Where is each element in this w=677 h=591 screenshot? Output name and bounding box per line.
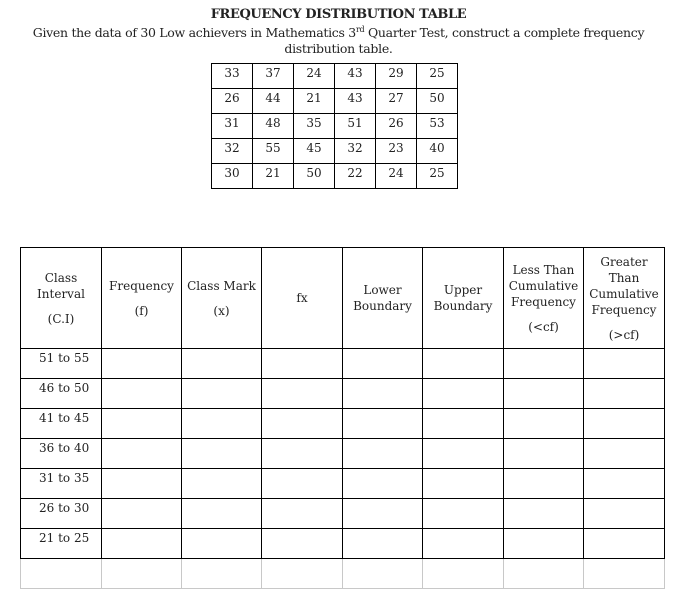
raw-data-cell: 55 xyxy=(253,139,294,164)
blank-answer-cell[interactable] xyxy=(504,409,584,439)
blank-answer-cell[interactable] xyxy=(182,379,262,409)
column-header xyxy=(423,248,504,349)
raw-data-cell: 51 xyxy=(335,114,376,139)
raw-data-cell: 35 xyxy=(294,114,335,139)
blank-answer-cell[interactable] xyxy=(262,529,343,559)
blank-answer-cell[interactable] xyxy=(343,409,423,439)
column-header-label: Frequency xyxy=(109,278,174,293)
blank-answer-cell[interactable] xyxy=(182,529,262,559)
raw-data-cell: 25 xyxy=(417,64,458,89)
column-header-label: Greater Than Cumulative Frequency xyxy=(589,254,659,317)
blank-answer-cell[interactable] xyxy=(584,349,665,379)
table-row xyxy=(21,349,665,379)
blank-answer-cell[interactable] xyxy=(102,499,182,529)
blank-answer-cell[interactable] xyxy=(423,529,504,559)
column-header-label: Class Mark xyxy=(187,278,256,293)
blank-answer-cell[interactable] xyxy=(102,349,182,379)
blank-answer-cell[interactable] xyxy=(182,409,262,439)
blank-answer-cell[interactable] xyxy=(343,439,423,469)
blank-answer-cell[interactable] xyxy=(504,559,584,589)
blank-answer-cell[interactable] xyxy=(423,559,504,589)
blank-answer-cell[interactable] xyxy=(343,559,423,589)
column-header-symbol: (f) xyxy=(134,303,149,318)
raw-data-cell: 26 xyxy=(212,89,253,114)
column-header xyxy=(584,248,665,349)
blank-answer-cell[interactable] xyxy=(343,469,423,499)
raw-data-cell: 48 xyxy=(253,114,294,139)
raw-data-cell: 27 xyxy=(376,89,417,114)
column-header-label: Less Than Cumulative Frequency xyxy=(508,262,579,309)
class-interval-cell: 26 to 30 xyxy=(21,499,102,529)
table-row xyxy=(21,409,665,439)
blank-answer-cell[interactable] xyxy=(262,499,343,529)
raw-data-cell: 31 xyxy=(212,114,253,139)
blank-answer-cell[interactable] xyxy=(504,469,584,499)
blank-answer-cell[interactable] xyxy=(102,529,182,559)
raw-data-cell: 29 xyxy=(376,64,417,89)
blank-answer-cell[interactable] xyxy=(584,379,665,409)
raw-data-cell: 32 xyxy=(212,139,253,164)
raw-data-row xyxy=(212,89,458,114)
column-header-symbol: (C.I) xyxy=(47,311,75,326)
blank-answer-cell[interactable] xyxy=(423,349,504,379)
raw-data-cell: 25 xyxy=(417,164,458,189)
column-header-label: Upper Boundary xyxy=(433,283,493,313)
blank-answer-cell[interactable] xyxy=(423,499,504,529)
raw-data-cell: 33 xyxy=(212,64,253,89)
blank-answer-cell[interactable] xyxy=(262,409,343,439)
table-row xyxy=(21,499,665,529)
table-row xyxy=(21,439,665,469)
raw-data-cell: 43 xyxy=(335,89,376,114)
blank-answer-cell[interactable] xyxy=(102,439,182,469)
raw-data-cell: 53 xyxy=(417,114,458,139)
blank-answer-cell[interactable] xyxy=(343,379,423,409)
blank-answer-cell[interactable] xyxy=(423,379,504,409)
empty-table-row xyxy=(21,559,665,589)
raw-data-table xyxy=(211,63,458,189)
class-interval-cell: 51 to 55 xyxy=(21,349,102,379)
table-row xyxy=(21,529,665,559)
page-title: FREQUENCY DISTRIBUTION TABLE xyxy=(210,7,467,22)
column-header-symbol: (<cf) xyxy=(528,319,559,334)
raw-data-cell: 44 xyxy=(253,89,294,114)
column-header-label: Lower Boundary xyxy=(353,283,412,313)
column-header xyxy=(21,248,102,349)
column-header-label: fx xyxy=(296,291,308,305)
blank-answer-cell[interactable] xyxy=(343,349,423,379)
blank-answer-cell[interactable] xyxy=(262,469,343,499)
blank-answer-cell[interactable] xyxy=(102,379,182,409)
column-header-symbol: (>cf) xyxy=(608,327,640,342)
raw-data-row xyxy=(212,114,458,139)
raw-data-cell: 50 xyxy=(294,164,335,189)
column-header xyxy=(343,248,423,349)
raw-data-cell: 21 xyxy=(253,164,294,189)
blank-answer-cell[interactable] xyxy=(584,409,665,439)
blank-answer-cell[interactable] xyxy=(423,409,504,439)
blank-answer-cell[interactable] xyxy=(182,559,262,589)
raw-data-cell: 23 xyxy=(376,139,417,164)
column-header xyxy=(504,248,584,349)
table-row xyxy=(21,379,665,409)
raw-data-cell: 32 xyxy=(335,139,376,164)
raw-data-row xyxy=(212,139,458,164)
blank-answer-cell[interactable] xyxy=(584,439,665,469)
blank-answer-cell[interactable] xyxy=(584,499,665,529)
blank-answer-cell[interactable] xyxy=(584,559,665,589)
instructions: Given the data of 30 Low achievers in Mathematics 3rd Quarter Test, construct a complete frequency distribution table. xyxy=(32,25,645,57)
blank-answer-cell[interactable] xyxy=(102,469,182,499)
column-header-label: Class Interval xyxy=(37,270,85,301)
frequency-distribution-table xyxy=(20,247,665,589)
blank-answer-cell[interactable] xyxy=(262,379,343,409)
blank-answer-cell[interactable] xyxy=(423,439,504,469)
raw-data-cell: 26 xyxy=(376,114,417,139)
raw-data-cell: 37 xyxy=(253,64,294,89)
blank-answer-cell[interactable] xyxy=(102,559,182,589)
blank-answer-cell[interactable] xyxy=(504,529,584,559)
class-interval-cell: 21 to 25 xyxy=(21,529,102,559)
column-header-symbol: (x) xyxy=(213,303,230,318)
class-interval-cell: 46 to 50 xyxy=(21,379,102,409)
table-row xyxy=(21,469,665,499)
raw-data-cell: 24 xyxy=(294,64,335,89)
raw-data-cell: 22 xyxy=(335,164,376,189)
blank-answer-cell[interactable] xyxy=(343,499,423,529)
blank-answer-cell[interactable] xyxy=(504,439,584,469)
raw-data-cell: 21 xyxy=(294,89,335,114)
blank-answer-cell[interactable] xyxy=(182,349,262,379)
class-interval-cell: 41 to 45 xyxy=(21,409,102,439)
class-interval-cell: 36 to 40 xyxy=(21,439,102,469)
raw-data-row xyxy=(212,164,458,189)
blank-answer-cell[interactable] xyxy=(343,529,423,559)
blank-answer-cell[interactable] xyxy=(262,439,343,469)
blank-answer-cell[interactable] xyxy=(21,559,102,589)
column-header xyxy=(182,248,262,349)
column-header xyxy=(102,248,182,349)
blank-answer-cell[interactable] xyxy=(584,529,665,559)
blank-answer-cell[interactable] xyxy=(182,469,262,499)
raw-data-cell: 43 xyxy=(335,64,376,89)
class-interval-cell: 31 to 35 xyxy=(21,469,102,499)
blank-answer-cell[interactable] xyxy=(262,559,343,589)
blank-answer-cell[interactable] xyxy=(584,469,665,499)
raw-data-cell: 24 xyxy=(376,164,417,189)
blank-answer-cell[interactable] xyxy=(102,409,182,439)
column-header xyxy=(262,248,343,349)
blank-answer-cell[interactable] xyxy=(504,379,584,409)
raw-data-cell: 50 xyxy=(417,89,458,114)
blank-answer-cell[interactable] xyxy=(504,349,584,379)
raw-data-cell: 45 xyxy=(294,139,335,164)
raw-data-cell: 30 xyxy=(212,164,253,189)
blank-answer-cell[interactable] xyxy=(423,469,504,499)
raw-data-cell: 40 xyxy=(417,139,458,164)
blank-answer-cell[interactable] xyxy=(262,349,343,379)
raw-data-row xyxy=(212,64,458,89)
blank-answer-cell[interactable] xyxy=(182,439,262,469)
blank-answer-cell[interactable] xyxy=(504,499,584,529)
blank-answer-cell[interactable] xyxy=(182,499,262,529)
